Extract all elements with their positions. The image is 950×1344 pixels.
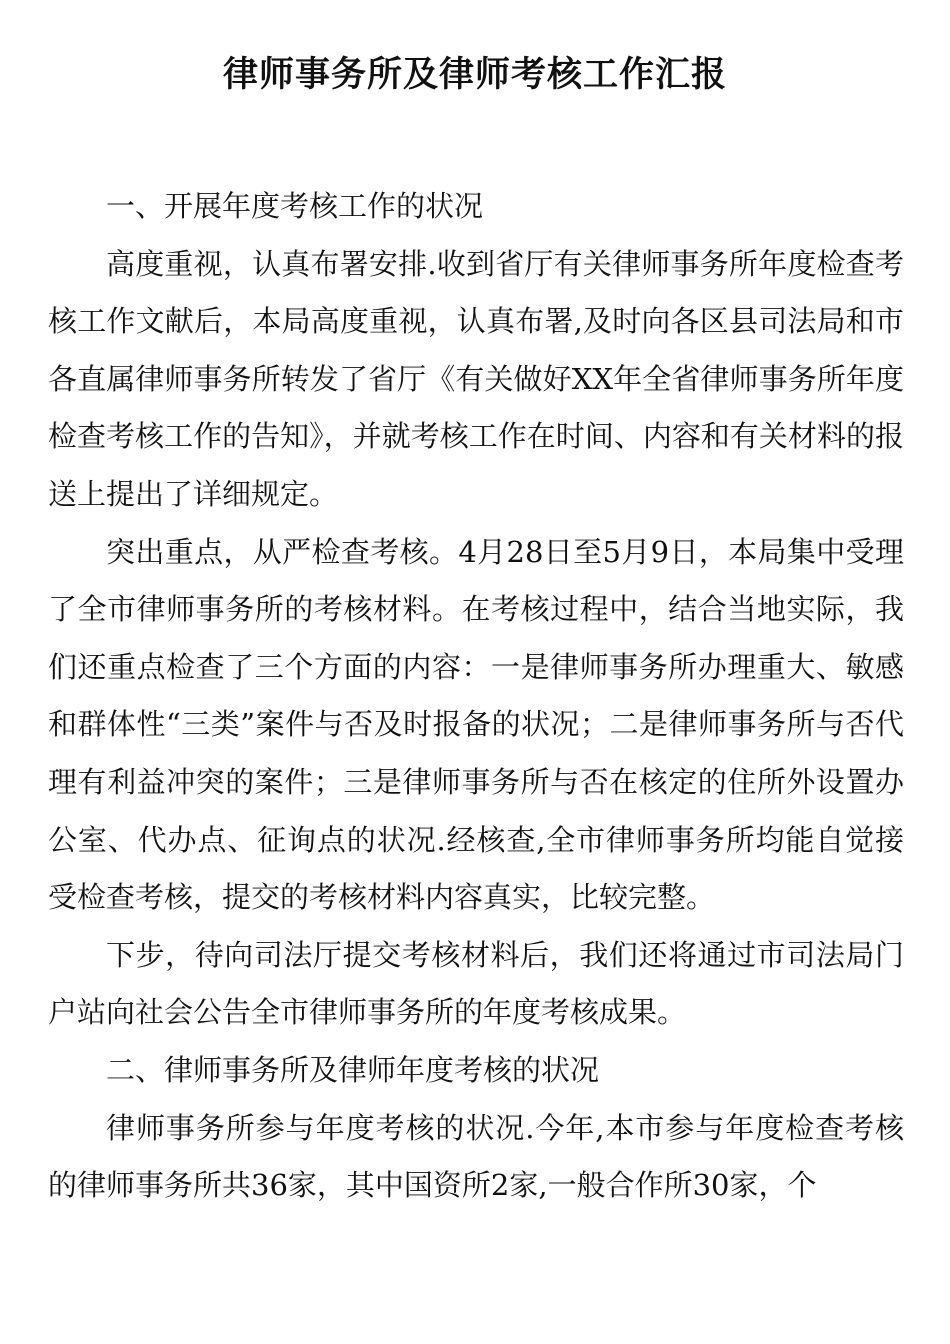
paragraph-next-step: 下步，待向司法厅提交考核材料后，我们还将通过市司法局门户站向社会公告全市律师事务所的年度考核成果。 [48, 937, 904, 1030]
section-heading-2: 二、律师事务所及律师年度考核的状况 [106, 1052, 600, 1087]
section-heading-1: 一、开展年度考核工作的状况 [106, 189, 484, 223]
document-title: 律师事务所及律师考核工作汇报 [222, 55, 727, 95]
paragraph-deployment: 高度重视，认真布署安排.收到省厅有关律师事务所年度检查考核工作文献后，本局高度重视，认真布署,及时向各区县司法局和市各直属律师事务所转发了省厅《有关做好XX年全省律师事务所年度检查考核工作的告知》，并就考核工作在时间、内容和有关材料的报送上提出了详细规定。 [48, 246, 904, 511]
paragraph-key-inspection: 突出重点，从严检查考核。4月28日至5月9日，本局集中受理了全市律师事务所的考核材料。在考核过程中，结合当地实际，我们还重点检查了三个方面的内容：一是律师事务所办理重大、敏感和群体性“三类”案件与否及时报备的状况；二是律师事务所与否代理有利益冲突的案件；三是律师事务所与否在核定的住所外设置办公室、代办点、征询点的状况.经核查,全市律师事务所均能自觉接受检查考核，提交的考核材料内容真实，比较完整。 [48, 534, 904, 915]
document-body [48, 178, 904, 1215]
paragraph-participation: 律师事务所参与年度考核的状况.今年,本市参与年度检查考核的律师事务所共36家，其中国资所2家,一般合作所30家，个 [48, 1110, 904, 1203]
